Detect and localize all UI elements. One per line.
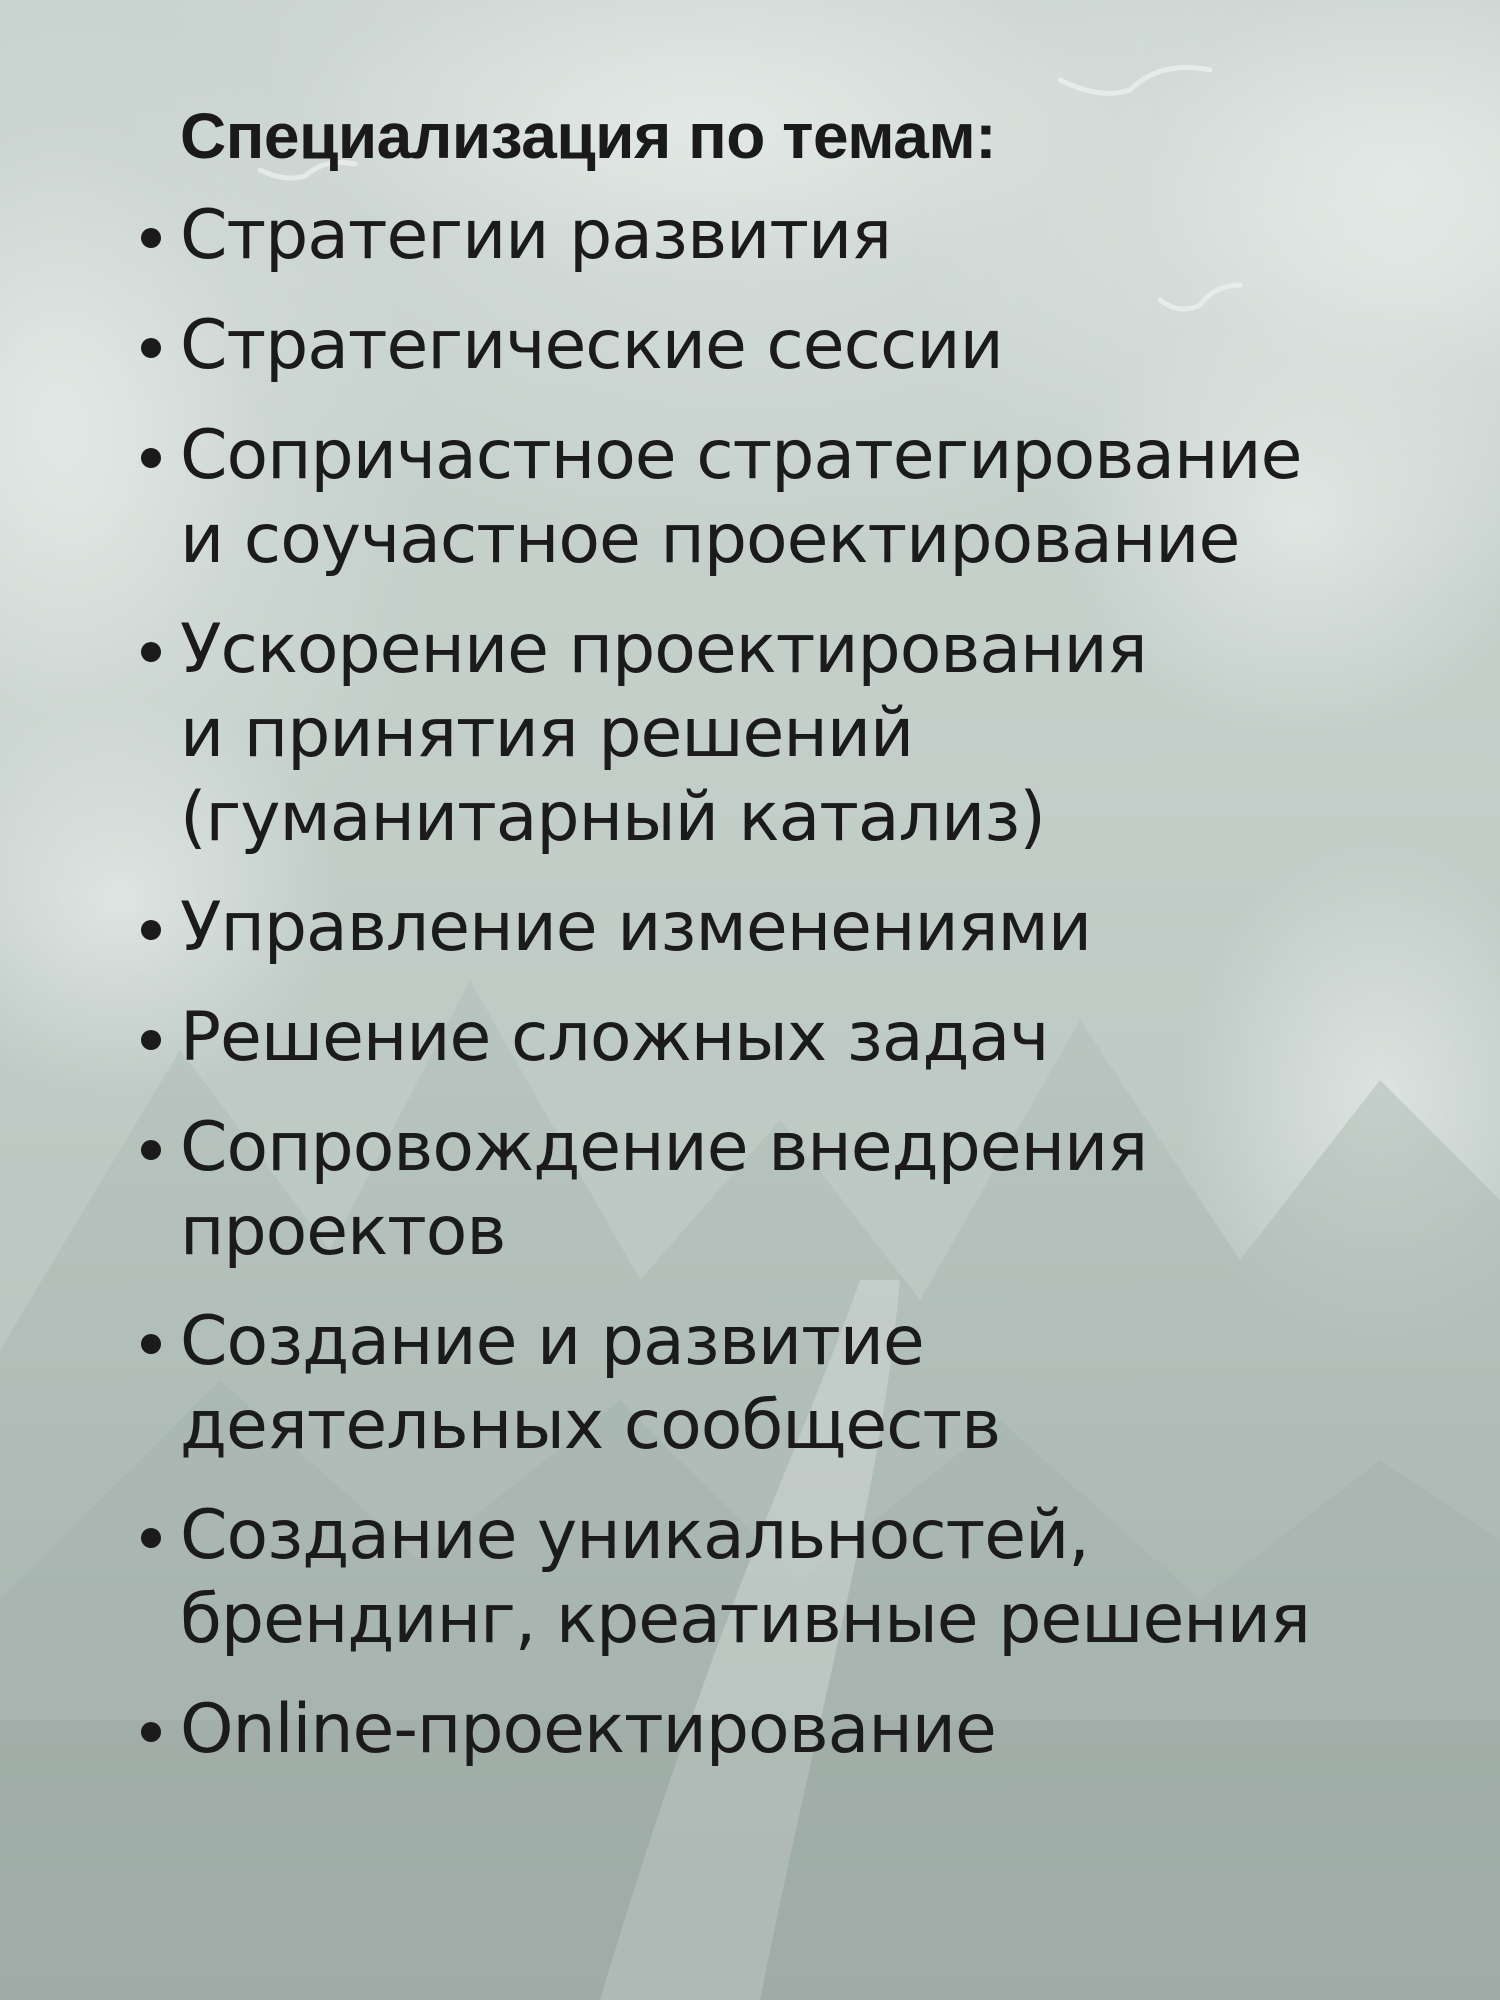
bullet-icon [141,1334,161,1354]
topic-item [135,872,1365,982]
topic-text: Создание и развитие деятельных сообществ [180,1302,1001,1465]
topic-text: Online-проектирование [180,1690,996,1769]
bullet-icon [141,920,161,940]
topic-text: Стратегические сессии [180,306,1003,385]
bullet-icon [141,642,161,662]
topic-list [135,180,1365,1784]
topic-item [135,1092,1365,1286]
topic-text: Сопровождение внедрения проектов [180,1108,1148,1271]
bullet-icon [141,448,161,468]
bullet-icon [141,1030,161,1050]
topic-item [135,1480,1365,1674]
topic-text: Управление изменениями [180,888,1092,967]
bullet-icon [141,1528,161,1548]
topic-item [135,982,1365,1092]
topic-item [135,1674,1365,1784]
topic-item [135,1286,1365,1480]
topic-text: Решение сложных задач [180,998,1049,1077]
bullet-icon [141,1722,161,1742]
bullet-icon [141,338,161,358]
topic-text: Стратегии развития [180,196,892,275]
topic-item [135,180,1365,290]
topic-item [135,400,1365,594]
bullet-icon [141,228,161,248]
content-block [135,92,1365,1784]
topic-text: Сопричастное стратегирование и соучастное проектирование [180,416,1302,579]
topic-text: Создание уникальностей, брендинг, креативные решения [180,1496,1310,1659]
topic-item [135,290,1365,400]
bullet-icon [141,1140,161,1160]
topic-text: Ускорение проектирования и принятия решений (гуманитарный катализ) [180,610,1147,857]
page-title: Специализация по темам: [180,100,996,172]
topic-item [135,594,1365,872]
